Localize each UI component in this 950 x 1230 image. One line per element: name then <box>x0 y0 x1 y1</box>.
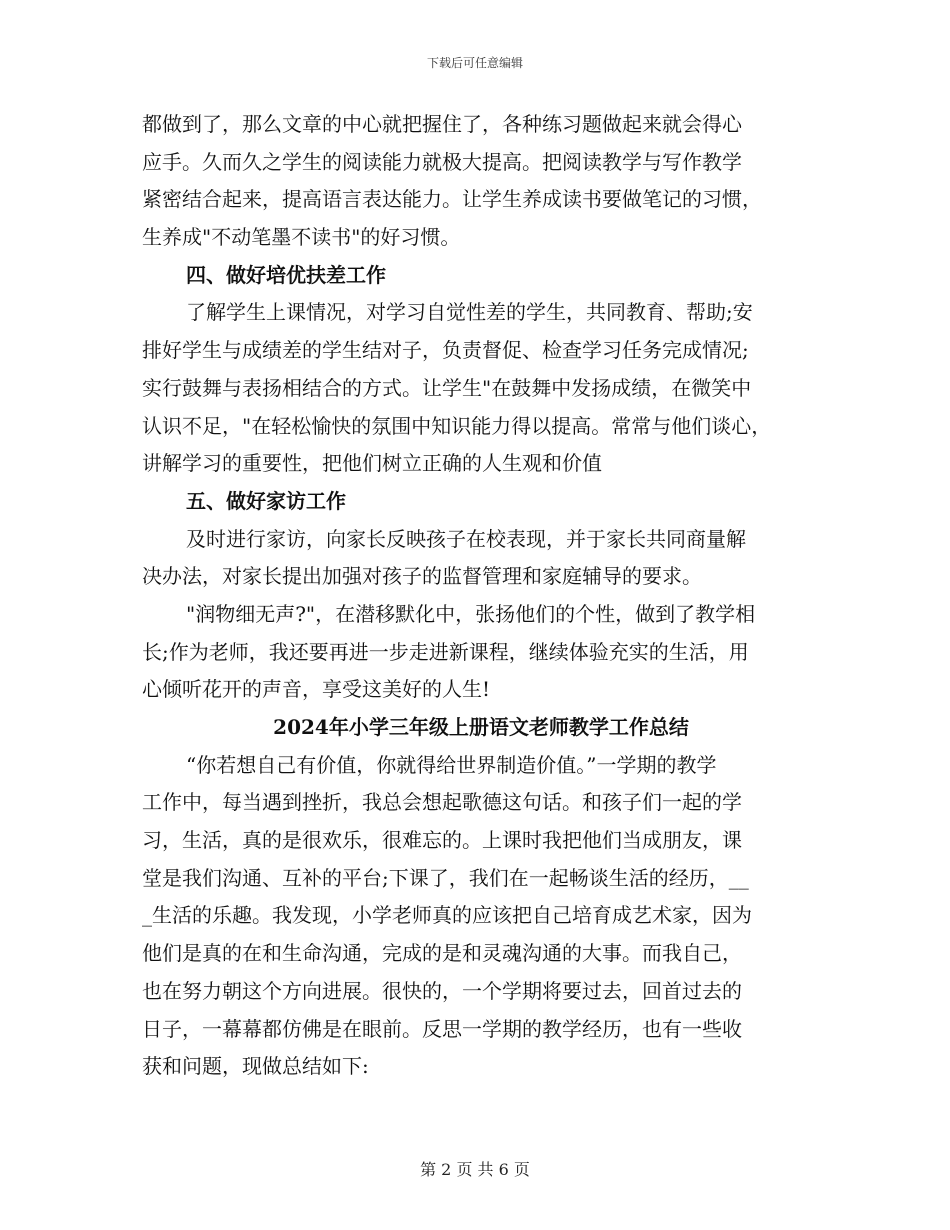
body-text-line: 心倾听花开的声音，享受这美好的人生! <box>142 677 491 702</box>
section-heading: 五、做好家访工作 <box>186 488 346 513</box>
body-text-line: 了解学生上课情况，对学习自觉性差的学生，共同教育、帮助;安 <box>186 300 753 325</box>
body-text-line: 应手。久而久之学生的阅读能力就极大提高。把阅读教学与写作教学 <box>142 149 742 174</box>
section-heading: 四、做好培优扶差工作 <box>186 262 386 287</box>
body-text-line: 获和问题，现做总结如下: <box>142 1054 369 1079</box>
body-text-line: 决办法，对家长提出加强对孩子的监督管理和家庭辅导的要求。 <box>142 564 702 589</box>
body-text-line: 都做到了，那么文章的中心就把握住了，各种练习题做起来就会得心 <box>142 112 742 136</box>
body-text-line: 日子，一幕幕都仿佛是在眼前。反思一学期的教学经历，也有一些收 <box>142 1016 742 1041</box>
article-title: 2024年小学三年级上册语文老师教学工作总结 <box>273 715 689 739</box>
page-footer: 第 2 页 共 6 页 <box>420 1160 530 1179</box>
body-text-line: 也在努力朝这个方向进展。很快的，一个学期将要过去，回首过去的 <box>142 978 742 1003</box>
body-text-line: “你若想自己有价值，你就得给世界制造价值。”一学期的教学 <box>186 752 717 777</box>
body-text-line: 紧密结合起来，提高语言表达能力。让学生养成读书要做笔记的习惯， <box>142 187 762 212</box>
body-text-line: 排好学生与成绩差的学生结对子，负责督促、检查学习任务完成情况; <box>142 338 749 363</box>
document-body <box>142 106 822 1086</box>
page-header: 下载后可任意编辑 <box>426 56 523 70</box>
body-text-line: _生活的乐趣。我发现，小学老师真的应该把自己培育成艺术家，因为 <box>142 903 752 928</box>
body-text-line: "润物细无声?"，在潜移默化中，张扬他们的个性，做到了教学相 <box>186 601 756 626</box>
body-text-line: 讲解学习的重要性，把他们树立正确的人生观和价值 <box>142 451 602 476</box>
body-text-line: 他们是真的在和生命沟通，完成的是和灵魂沟通的大事。而我自己， <box>142 941 742 966</box>
body-text-line: 习，生活，真的是很欢乐，很难忘的。上课时我把他们当成朋友，课 <box>142 828 742 853</box>
body-text-line: 生养成"不动笔墨不读书"的好习惯。 <box>142 225 461 250</box>
body-text-line: 长;作为老师，我还要再进一步走进新课程，继续体验充实的生活，用 <box>142 639 749 664</box>
body-text-line: 工作中，每当遇到挫折，我总会想起歌德这句话。和孩子们一起的学 <box>142 790 742 815</box>
body-text-line: 认识不足，"在轻松愉快的氛围中知识能力得以提高。常常与他们谈心， <box>142 413 772 438</box>
body-text-line: 实行鼓舞与表扬相结合的方式。让学生"在鼓舞中发扬成绩，在微笑中 <box>142 375 752 400</box>
body-text-line: 及时进行家访，向家长反映孩子在校表现，并于家长共同商量解 <box>186 526 746 551</box>
body-text-line: 堂是我们沟通、互补的平台;下课了，我们在一起畅谈生活的经历，__ <box>142 865 749 890</box>
